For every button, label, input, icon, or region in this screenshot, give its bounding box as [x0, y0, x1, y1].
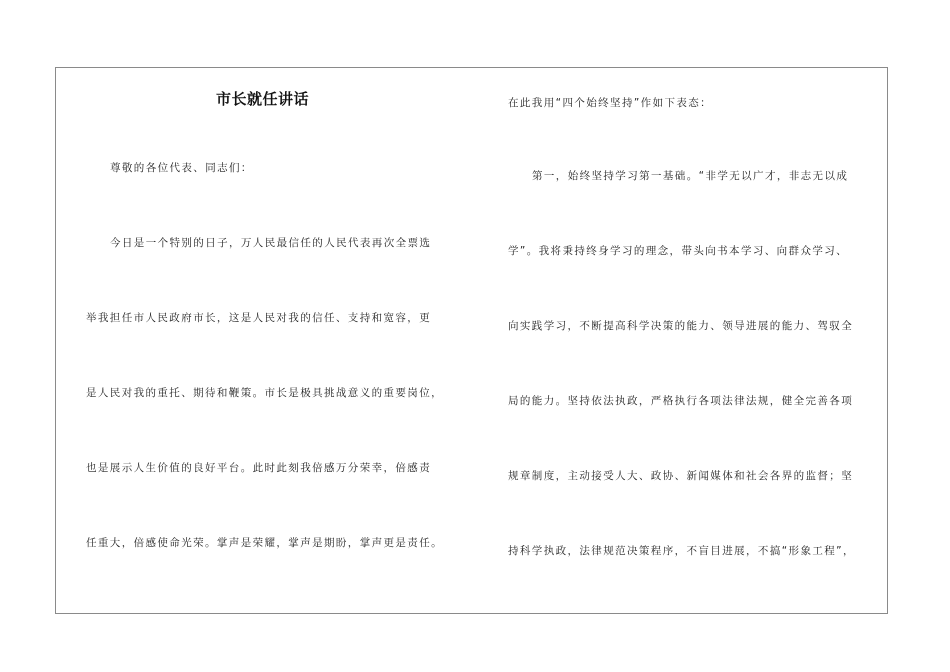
paragraph-line: 今日是一个特别的日子，万人民最信任的人民代表再次全票选 [110, 237, 432, 249]
paragraph-line: 在此我用“四个始终坚持”作如下表态： [508, 97, 713, 109]
paragraph-line: 第一，始终坚持学习第一基础。“非学无以广才，非志无以成 [532, 170, 849, 182]
document-title: 市长就任讲话 [215, 90, 309, 108]
paragraph-line: 规章制度，主动接受人大、政协、新闻媒体和社会各界的监督；坚 [508, 470, 854, 482]
paragraph-line: 局的能力。坚持依法执政，严格执行各项法律法规，健全完善各项 [508, 395, 854, 407]
paragraph-line: 是人民对我的重托、期待和鞭策。市长是极具挑战意义的重要岗位， [86, 387, 443, 399]
salutation-line: 尊敬的各位代表、同志们： [110, 162, 253, 174]
document-page-frame [55, 67, 888, 614]
paragraph-line: 学”。我将秉持终身学习的理念，带头向书本学习、向群众学习、 [508, 245, 849, 257]
paragraph-line: 举我担任市人民政府市长，这是人民对我的信任、支持和宽容，更 [86, 312, 432, 324]
paragraph-line: 持科学执政，法律规范决策程序，不盲目进展，不搞“形象工程”， [508, 545, 855, 557]
paragraph-line: 也是展示人生价值的良好平台。此时此刻我倍感万分荣幸，倍感责 [86, 462, 432, 474]
paragraph-line: 任重大，倍感使命光荣。掌声是荣耀，掌声是期盼，掌声更是责任。 [86, 537, 443, 549]
paragraph-line: 向实践学习，不断提高科学决策的能力、领导进展的能力、驾驭全 [508, 320, 854, 332]
